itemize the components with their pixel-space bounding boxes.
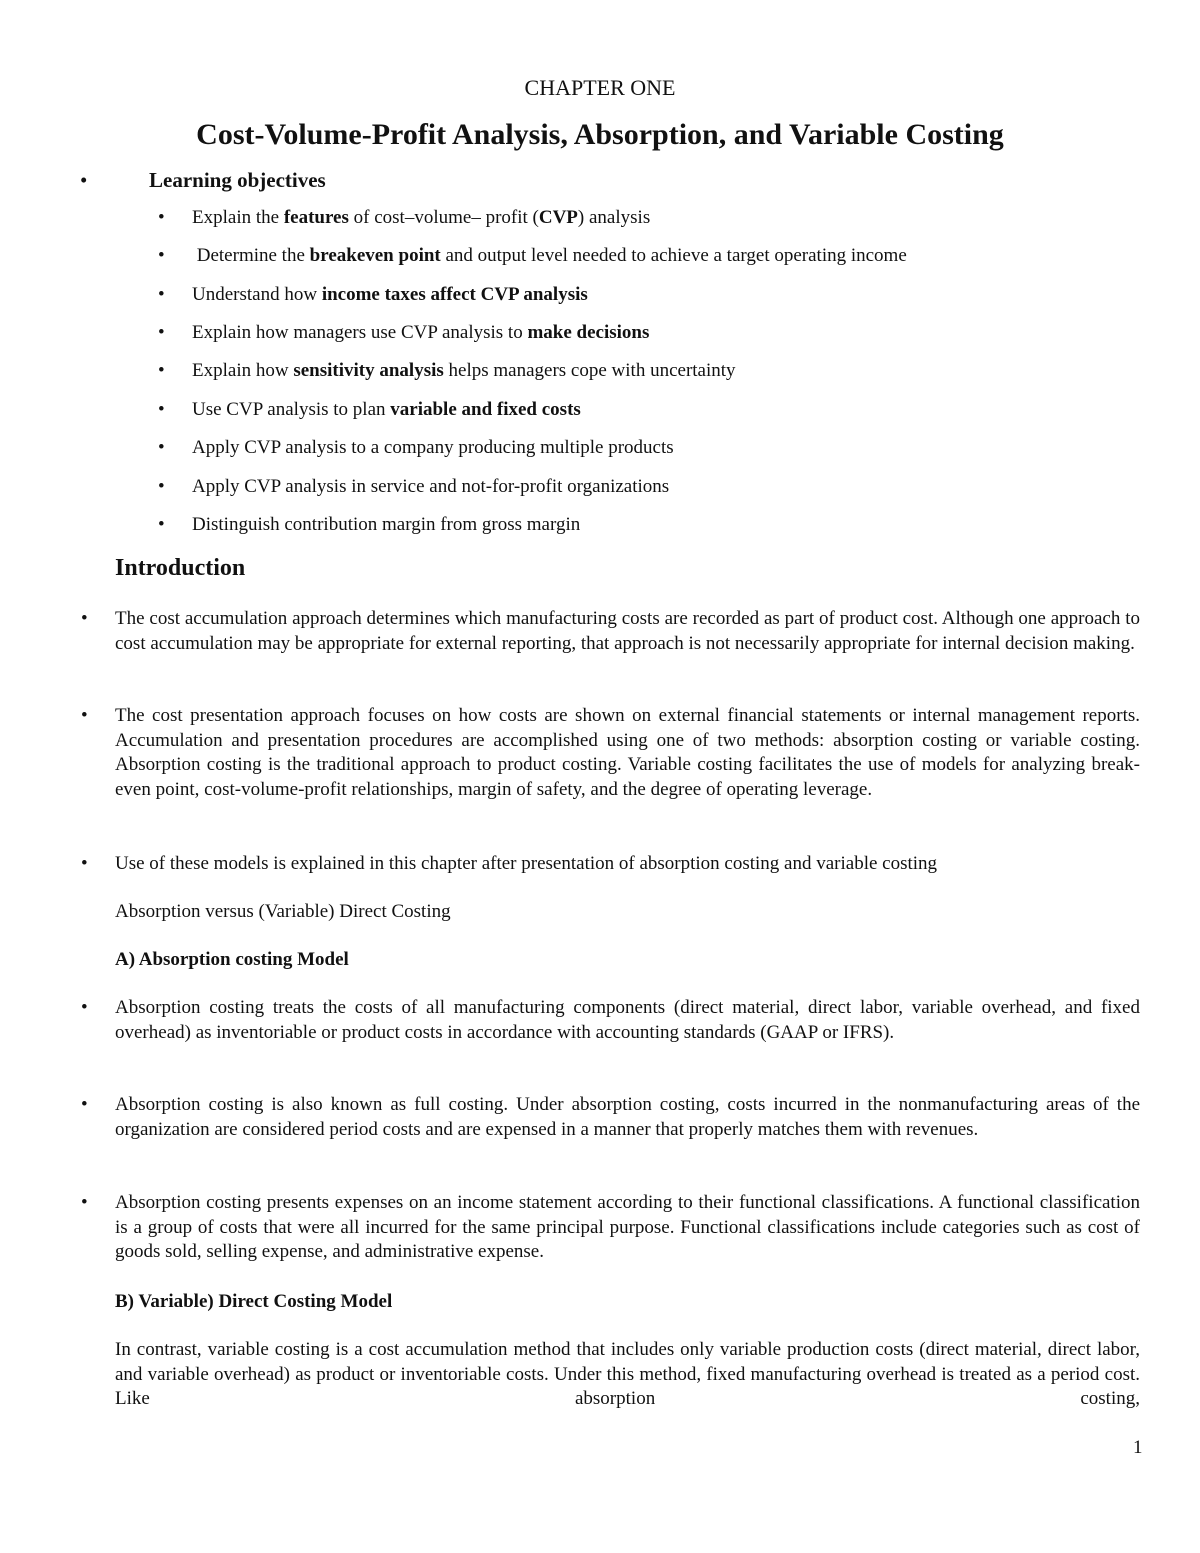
objective-text: and output level needed to achieve a target operating income — [440, 245, 907, 266]
objective-text: Explain the — [192, 207, 284, 228]
objective-emphasis: income taxes affect CVP analysis — [321, 284, 588, 305]
bullet-icon: • — [158, 514, 165, 535]
bullet-icon: • — [158, 360, 165, 381]
objective-text: Apply CVP analysis in service and not-for-profit organizations — [192, 476, 670, 497]
learning-objectives-label: Learning objectives — [149, 168, 326, 192]
objective-text: Explain how — [192, 360, 294, 381]
absorption-heading: A) Absorption costing Model — [115, 949, 349, 970]
absorption-paragraph-2: • Absorption costing is also known as full costing. Under absorption costing, costs incurred in the nonmanufacturing areas of the organization are considered period costs and are expensed in a manner that properly matches them with revenues. — [115, 1093, 1140, 1142]
introduction-heading: Introduction — [115, 555, 246, 581]
objective-text: Explain how managers use CVP analysis to — [192, 322, 528, 343]
costing-comparison-label: Absorption versus (Variable) Direct Costing — [115, 901, 451, 922]
objective-text: Determine the — [192, 245, 310, 266]
bullet-icon: • — [80, 168, 88, 192]
objective-emphasis: breakeven point — [309, 245, 441, 266]
bullet-icon: • — [158, 399, 165, 420]
page-number: 1 — [1133, 1437, 1143, 1458]
objective-text: helps managers cope with uncertainty — [443, 360, 736, 381]
bullet-icon: • — [158, 284, 165, 305]
objective-text: Distinguish contribution margin from gross margin — [192, 514, 581, 535]
variable-paragraph-1: In contrast, variable costing is a cost accumulation method that includes only variable production costs (direct material, direct labor, and variable overhead) as product or inventoriable costs. Under this method, fixed manufacturing overhead is treated as a period cost. Like absorption costing, — [115, 1339, 1140, 1409]
objective-text: Understand how — [192, 284, 322, 305]
objective-emphasis: variable and fixed costs — [390, 399, 581, 420]
intro-paragraph-1: • The cost accumulation approach determines which manufacturing costs are recorded as part of product cost. Although one approach to cost accumulation may be appropriate for external reporting, that approach is not necessarily appropriate for internal decision making. — [115, 607, 1140, 656]
objective-text: Use CVP analysis to plan — [192, 399, 391, 420]
objective-emphasis: make decisions — [527, 322, 650, 343]
absorption-paragraph-1: • Absorption costing treats the costs of all manufacturing components (direct material, direct labor, variable overhead, and fixed overhead) as inventoriable or product costs in accordance with accounting standards (GAAP or IFRS). — [115, 996, 1140, 1045]
bullet-icon: • — [158, 207, 165, 228]
intro-paragraph-2: • The cost presentation approach focuses on how costs are shown on external financial statements or internal management reports. Accumulation and presentation procedures are accomplished using one of two methods: absorption costing or variable costing. Absorption costing is the traditional approach to product costing. Variable costing facilitates the use of models for analyzing break-even point, cost-volume-profit relationships, margin of safety, and the degree of operating leverage. — [115, 704, 1140, 802]
intro-paragraph-3: • Use of these models is explained in this chapter after presentation of absorption costing and variable costing — [115, 852, 1140, 877]
bullet-icon: • — [158, 322, 165, 343]
bullet-icon: • — [158, 437, 165, 458]
objective-text: of cost–volume– profit ( — [348, 207, 539, 228]
objective-emphasis: features — [283, 207, 349, 228]
objective-emphasis: CVP — [538, 207, 578, 228]
objective-text: ) analysis — [577, 207, 651, 228]
objective-text: Apply CVP analysis to a company producing multiple products — [192, 437, 674, 458]
objective-emphasis: sensitivity analysis — [293, 360, 444, 381]
absorption-paragraph-3: • Absorption costing presents expenses on an income statement according to their functional classifications. A functional classification is a group of costs that were all incurred for the same principal purpose. Functional classifications include categories such as cost of goods sold, selling expense, and administrative expense. — [115, 1191, 1140, 1265]
chapter-label: CHAPTER ONE — [524, 75, 676, 100]
bullet-icon: • — [158, 476, 165, 497]
bullet-icon: • — [158, 245, 165, 266]
variable-heading: B) Variable) Direct Costing Model — [115, 1291, 393, 1312]
page-title: Cost-Volume-Profit Analysis, Absorption, and Variable Costing — [196, 118, 1004, 151]
